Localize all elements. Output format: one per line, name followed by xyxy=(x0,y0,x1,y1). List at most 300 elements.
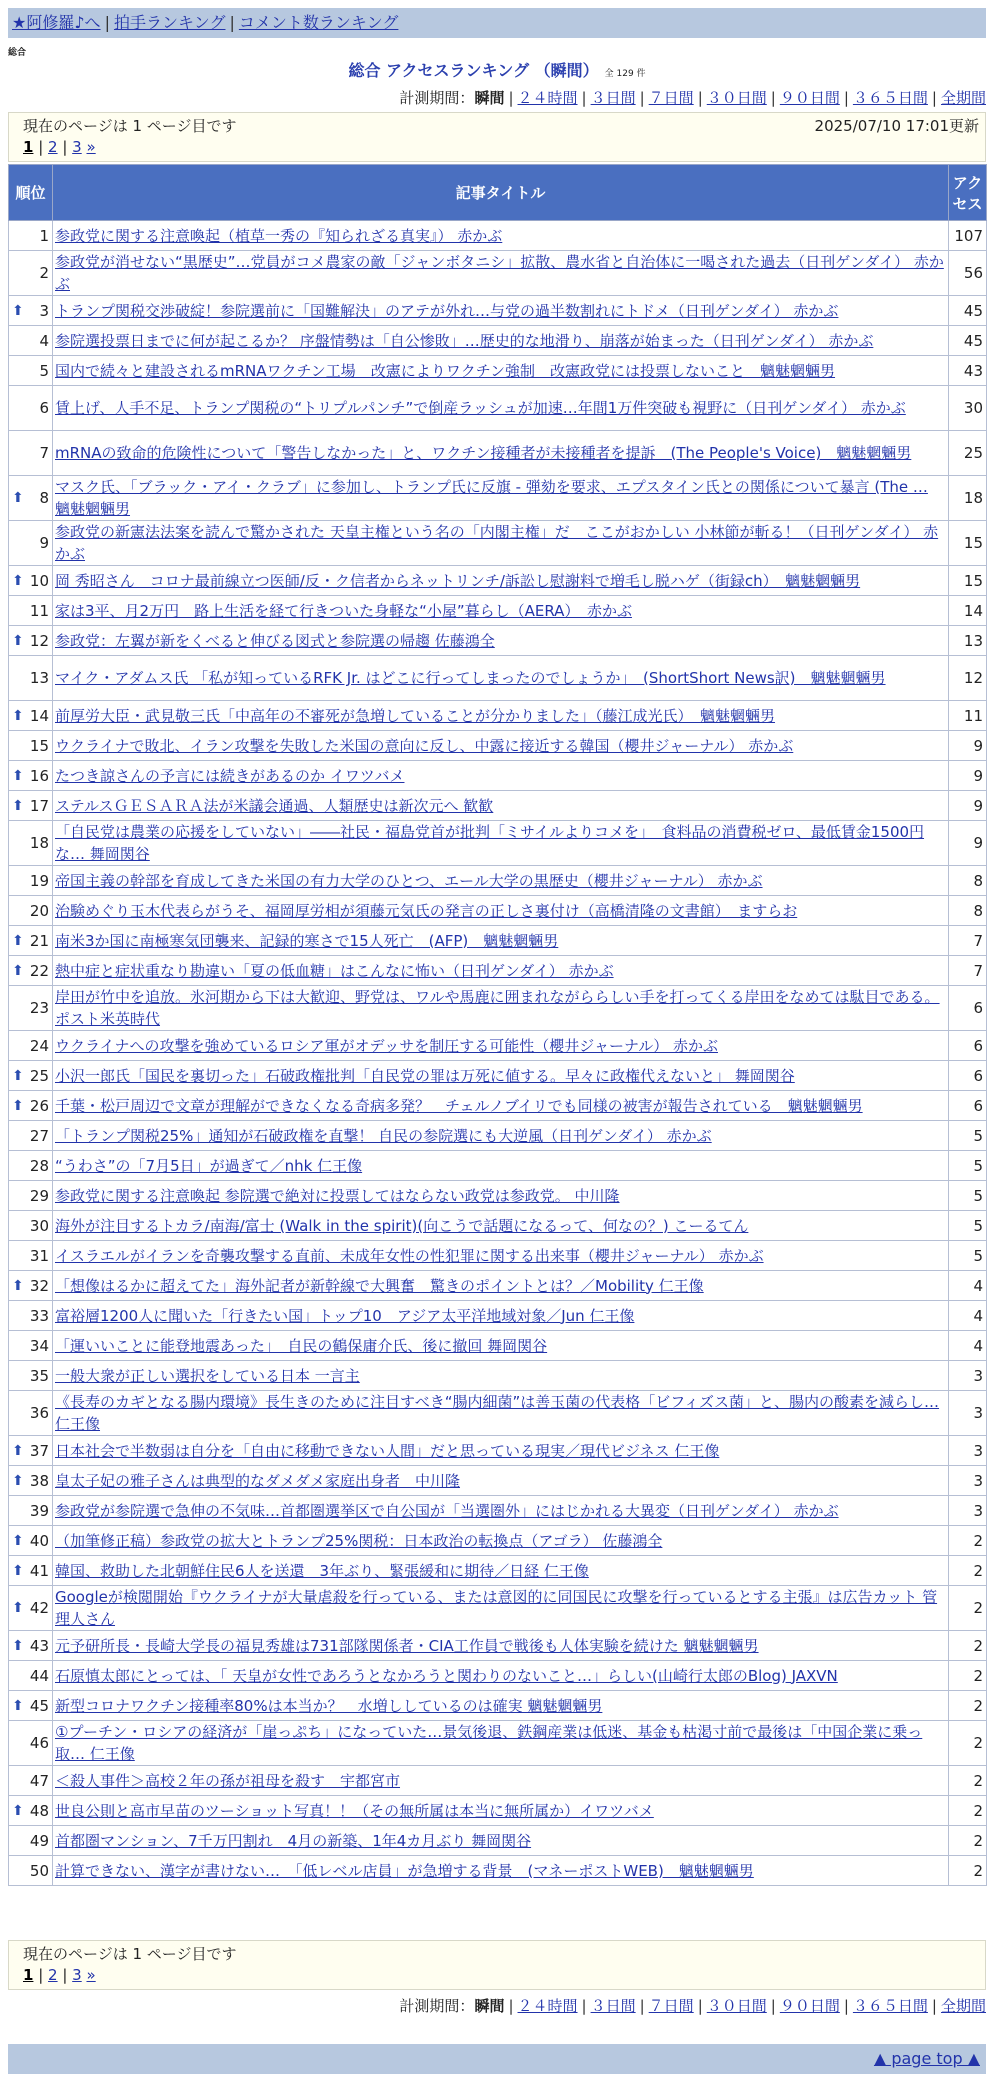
access-count: 107 xyxy=(949,221,987,251)
table-row xyxy=(9,521,987,566)
article-link[interactable]: 石原慎太郎にとっては、「 天皇が女性であろうとなかろうと関わりのないこと…」らしい(山崎行太郎のBlog) JAXVN xyxy=(55,1666,838,1685)
title-cell xyxy=(53,1496,949,1526)
rank-number: 36 xyxy=(29,1404,49,1422)
table-row xyxy=(9,1766,987,1796)
article-link[interactable]: （加筆修正稿）参政党の拡大とトランプ25%関税：日本政治の転換点（アゴラ） 佐藤鴻全 xyxy=(55,1531,663,1550)
page-current: 1 xyxy=(23,1966,34,1984)
title-cell xyxy=(53,1181,949,1211)
table-row xyxy=(9,866,987,896)
rank-cell xyxy=(9,566,53,596)
table-row xyxy=(9,566,987,596)
pagination-bottom xyxy=(23,1966,971,1984)
title-cell xyxy=(53,1391,949,1436)
table-row xyxy=(9,1211,987,1241)
access-count: 2 xyxy=(949,1796,987,1826)
table-row xyxy=(9,896,987,926)
article-link[interactable]: 治験めぐり玉木代表らがうそ、福岡厚労相が須藤元気氏の発言の正しさ裏付け（高橋清隆の文書館） ますらお xyxy=(55,901,798,920)
title-cell xyxy=(53,761,949,791)
access-count: 15 xyxy=(949,566,987,596)
table-row xyxy=(9,626,987,656)
rank-number: 33 xyxy=(29,1306,49,1325)
access-count: 5 xyxy=(949,1151,987,1181)
table-row xyxy=(9,1436,987,1466)
pagination-top xyxy=(23,138,971,156)
access-count: 4 xyxy=(949,1301,987,1331)
title-cell xyxy=(53,626,949,656)
page-next-link[interactable]: » xyxy=(86,138,96,156)
article-link[interactable]: ウクライナへの攻撃を強めているロシア軍がオデッサを制圧する可能性（櫻井ジャーナル） 赤かぶ xyxy=(55,1036,718,1055)
article-link[interactable]: Googleが検閲開始『ウクライナが大量虐殺を行っている、または意図的に同国民に攻撃を行っているとする主張』は広告カット 管理人さん xyxy=(55,1588,938,1628)
rank-cell xyxy=(9,1181,53,1211)
title-cell xyxy=(53,596,949,626)
period-option[interactable]: ３６５日間 xyxy=(852,89,928,107)
table-row xyxy=(9,296,987,326)
rank-cell xyxy=(9,1556,53,1586)
article-link[interactable]: 首都圏マンション、7千万円割れ 4月の新築、1年4カ月ぶり 舞岡関谷 xyxy=(55,1831,532,1850)
article-link[interactable]: たつき諒さんの予言には続きがあるのか イワツバメ xyxy=(55,766,405,785)
rank-cell xyxy=(9,1331,53,1361)
rank-cell xyxy=(9,1796,53,1826)
access-count: 9 xyxy=(949,731,987,761)
table-row xyxy=(9,1826,987,1856)
table-row xyxy=(9,1391,987,1436)
access-count: 3 xyxy=(949,1436,987,1466)
article-link[interactable]: ステルスＧＥＳＡＲＡ法が米議会通過、人類歴史は新次元へ 歓歓 xyxy=(55,796,494,815)
period-option[interactable]: ２４時間 xyxy=(517,89,578,107)
article-link[interactable]: ①プーチン・ロシアの経済が「崖っぷち」になっていた…景気後退、鉄鋼産業は低迷、基金も枯渇寸前で最後は「中国企業に乗っ取… 仁王像 xyxy=(55,1723,923,1763)
access-count: 6 xyxy=(949,986,987,1031)
rank-cell xyxy=(9,956,53,986)
access-count: 15 xyxy=(949,521,987,566)
rank-cell xyxy=(9,1691,53,1721)
article-link[interactable]: イスラエルがイランを奇襲攻撃する直前、未成年女性の性犯罪に関する出来事（櫻井ジャーナル） 赤かぶ xyxy=(55,1246,764,1265)
nav-link-comment-ranking[interactable]: コメント数ランキング xyxy=(238,13,399,32)
rank-number: 35 xyxy=(29,1366,49,1385)
rank-number: 50 xyxy=(29,1861,49,1880)
article-link[interactable]: 参政党が参院選で急伸の不気味…首都圏選挙区で自公国が「当選圏外」にはじかれる大異変（日刊ゲンダイ） 赤かぶ xyxy=(55,1501,839,1520)
period-option[interactable]: ３日間 xyxy=(590,89,636,107)
page-top-link[interactable]: ▲ page top ▲ xyxy=(873,2049,980,2068)
title-cell xyxy=(53,956,949,986)
rank-cell xyxy=(9,1661,53,1691)
access-count: 2 xyxy=(949,1826,987,1856)
period-option[interactable]: ３日間 xyxy=(590,1997,636,2015)
article-link[interactable]: 賃上げ、人手不足、トランプ関税の“トリプルパンチ”で倒産ラッシュが加速…年間1万件突破も視野に（日刊ゲンダイ） 赤かぶ xyxy=(55,399,906,417)
access-count: 2 xyxy=(949,1721,987,1766)
article-link[interactable]: トランプ関税交渉破綻！参院選前に「国難解決」のアテが外れ…与党の過半数割れにトドメ（日刊ゲンダイ） 赤かぶ xyxy=(55,301,839,320)
rank-up-arrow-icon: ⬆ xyxy=(12,1277,24,1294)
access-count: 3 xyxy=(949,1391,987,1436)
access-count: 4 xyxy=(949,1271,987,1301)
access-count: 9 xyxy=(949,791,987,821)
rank-number: 37 xyxy=(29,1441,49,1460)
table-row xyxy=(9,1241,987,1271)
rank-number: 16 xyxy=(29,766,49,785)
title-cell xyxy=(53,251,949,296)
table-row xyxy=(9,1496,987,1526)
page-link[interactable]: 3 xyxy=(72,1966,82,1984)
article-link[interactable]: mRNAの致命的危険性について「警告しなかった」と、ワクチン接種者が未接種者を提訴 (The People's Voice) 魑魅魍魎男 xyxy=(55,444,912,462)
rank-number: 3 xyxy=(39,301,49,320)
rank-cell xyxy=(9,1526,53,1556)
period-option[interactable]: 全期間 xyxy=(940,89,986,107)
article-link[interactable]: 家は3平、月2万円 路上生活を経て行きついた身軽な“小屋”暮らし（AERA） 赤かぶ xyxy=(55,601,632,620)
rank-cell xyxy=(9,1391,53,1436)
article-link[interactable]: 参政党の新憲法法案を読んで驚かされた 天皇主権という名の「内閣主権」だ ここがおかしい 小林節が斬る！（日刊ゲンダイ） 赤かぶ xyxy=(55,523,939,563)
rank-cell xyxy=(9,1271,53,1301)
period-separator: | xyxy=(770,89,776,107)
page-separator: | xyxy=(57,1966,73,1984)
header-rank: 順位 xyxy=(9,165,53,221)
period-option[interactable]: ２４時間 xyxy=(517,1997,578,2015)
rank-number: 23 xyxy=(29,999,49,1017)
rank-up-arrow-icon: ⬆ xyxy=(12,767,24,784)
access-count: 2 xyxy=(949,1586,987,1631)
rank-cell xyxy=(9,476,53,521)
access-count: 5 xyxy=(949,1211,987,1241)
access-count: 4 xyxy=(949,1331,987,1361)
table-row xyxy=(9,701,987,731)
page-separator: | xyxy=(33,1966,49,1984)
rank-number: 18 xyxy=(29,834,49,852)
page-info-bottom xyxy=(8,1940,986,1990)
article-link[interactable]: 富裕層1200人に聞いた「行きたい国」トップ10 アジア太平洋地域対象／Jun 仁王像 xyxy=(55,1306,635,1325)
rank-up-arrow-icon: ⬆ xyxy=(12,572,24,589)
rank-number: 17 xyxy=(29,796,49,815)
rank-number: 29 xyxy=(29,1186,49,1205)
table-row xyxy=(9,1271,987,1301)
table-row xyxy=(9,596,987,626)
page-separator: | xyxy=(57,138,73,156)
access-count: 6 xyxy=(949,1061,987,1091)
article-link[interactable]: 参政党に関する注意喚起 参院選で絶対に投票してはならない政党は参政党。 中川隆 xyxy=(55,1186,620,1205)
rank-number: 2 xyxy=(39,264,49,282)
title-cell xyxy=(53,386,949,431)
page-title xyxy=(0,58,994,81)
period-separator: | xyxy=(581,89,587,107)
title-cell xyxy=(53,896,949,926)
article-link[interactable]: 小沢一郎氏「国民を裏切った」石破政権批判「自民党の罪は万死に値する。早々に政権代えないと」 舞岡関谷 xyxy=(55,1066,795,1085)
rank-number: 39 xyxy=(29,1501,49,1520)
rank-cell xyxy=(9,821,53,866)
rank-cell xyxy=(9,596,53,626)
rank-cell xyxy=(9,1631,53,1661)
table-row xyxy=(9,1091,987,1121)
article-link[interactable]: 計算できない、漢字が書けない… 「低レベル店員」が急増する背景 (マネーポストWEB) 魑魅魍魎男 xyxy=(55,1861,754,1880)
period-separator: | xyxy=(843,1997,849,2015)
ranking-body xyxy=(9,221,987,1886)
nav-separator: | xyxy=(104,13,110,32)
total-count: 全 129 件 xyxy=(604,69,646,79)
rank-number: 20 xyxy=(29,901,49,920)
title-cell xyxy=(53,431,949,476)
article-link[interactable]: 《長寿のカギとなる腸内環境》長生きのために注目すべき“腸内細菌”は善玉菌の代表格「ビフィズス菌」と、腸内の酸素を減らし… 仁王像 xyxy=(55,1393,940,1433)
article-link[interactable]: 一般大衆が正しい選択をしている日本 一言主 xyxy=(55,1366,360,1385)
rank-number: 13 xyxy=(29,669,49,687)
article-link[interactable]: ＜殺人事件＞高校２年の孫が祖母を殺す 宇都宮市 xyxy=(55,1771,401,1790)
rank-number: 7 xyxy=(39,444,49,462)
title-cell xyxy=(53,926,949,956)
title-cell xyxy=(53,1031,949,1061)
access-count: 25 xyxy=(949,431,987,476)
rank-number: 19 xyxy=(29,871,49,890)
rank-number: 28 xyxy=(29,1156,49,1175)
article-link[interactable]: 海外が注目するトカラ/南海/富士 (Walk in the spirit)(向こうで話題になるって、何なの？) こーるてん xyxy=(55,1216,749,1235)
rank-cell xyxy=(9,1436,53,1466)
access-count: 2 xyxy=(949,1856,987,1886)
rank-number: 46 xyxy=(29,1734,49,1752)
page-next-link[interactable]: » xyxy=(86,1966,96,1984)
access-count: 13 xyxy=(949,626,987,656)
access-count: 18 xyxy=(949,476,987,521)
page-link[interactable]: 3 xyxy=(72,138,82,156)
title-cell xyxy=(53,1466,949,1496)
rank-number: 49 xyxy=(29,1831,49,1850)
article-link[interactable]: 国内で続々と建設されるmRNAワクチン工場 改憲によりワクチン強制 改憲政党には投票しないこと 魑魅魍魎男 xyxy=(55,361,836,380)
period-separator: | xyxy=(843,89,849,107)
nav-link-clap-ranking[interactable]: 拍手ランキング xyxy=(113,13,226,32)
access-count: 11 xyxy=(949,701,987,731)
article-link[interactable]: 「トランプ関税25%」通知が石破政権を直撃！ 自民の参院選にも大逆風（日刊ゲンダイ） 赤かぶ xyxy=(55,1126,712,1145)
access-count: 2 xyxy=(949,1631,987,1661)
rank-cell xyxy=(9,521,53,566)
rank-cell xyxy=(9,896,53,926)
rank-cell xyxy=(9,1031,53,1061)
access-count: 3 xyxy=(949,1466,987,1496)
period-separator: | xyxy=(639,89,645,107)
period-separator: | xyxy=(508,89,514,107)
rank-cell xyxy=(9,1766,53,1796)
table-row xyxy=(9,1121,987,1151)
rank-number: 12 xyxy=(29,631,49,650)
period-option[interactable]: ３０日間 xyxy=(706,1997,767,2015)
table-row xyxy=(9,926,987,956)
article-link[interactable]: 岡 秀昭さん コロナ最前線立つ医師/反・ク信者からネットリンチ/訴訟し慰謝料で増毛し脱ハゲ（街録ch） 魑魅魍魎男 xyxy=(55,571,861,590)
access-count: 30 xyxy=(949,386,987,431)
rank-number: 42 xyxy=(29,1599,49,1617)
title-cell xyxy=(53,1241,949,1271)
rank-up-arrow-icon: ⬆ xyxy=(12,1097,24,1114)
page-link[interactable]: 2 xyxy=(48,1966,58,1984)
rank-cell xyxy=(9,431,53,476)
article-link[interactable]: 「想像はるかに超えてた」海外記者が新幹線で大興奮 驚きのポイントとは？／Mobility 仁王像 xyxy=(55,1276,704,1295)
rank-number: 15 xyxy=(29,736,49,755)
top-nav-bar xyxy=(8,8,986,38)
rank-cell xyxy=(9,1151,53,1181)
access-count: 45 xyxy=(949,326,987,356)
rank-cell xyxy=(9,296,53,326)
rank-number: 6 xyxy=(39,399,49,417)
title-cell xyxy=(53,1721,949,1766)
rank-number: 48 xyxy=(29,1801,49,1820)
title-cell xyxy=(53,476,949,521)
table-row xyxy=(9,1691,987,1721)
rank-number: 8 xyxy=(39,489,49,507)
table-row xyxy=(9,731,987,761)
article-link[interactable]: 熱中症と症状重なり勘違い「夏の低血糖」はこんなに怖い（日刊ゲンダイ） 赤かぶ xyxy=(55,961,614,980)
article-link[interactable]: 岸田が竹中を追放。氷河期から下は大歓迎、野党は、ワルや馬鹿に囲まれながららしい手を打ってくる岸田をなめては駄目である。 ポスト米英時代 xyxy=(55,988,940,1028)
period-option[interactable]: ９０日間 xyxy=(779,1997,840,2015)
rank-number: 32 xyxy=(29,1276,49,1295)
table-row xyxy=(9,791,987,821)
rank-cell xyxy=(9,1721,53,1766)
period-option[interactable]: ７日間 xyxy=(648,1997,694,2015)
article-link[interactable]: 世良公則と高市早苗のツーショット写真！！（その無所属は本当に無所属か）イワツバメ xyxy=(55,1801,654,1820)
article-link[interactable]: 日本社会で半数弱は自分を「自由に移動できない人間」だと思っている現実／現代ビジネス 仁王像 xyxy=(55,1441,720,1460)
table-row xyxy=(9,1526,987,1556)
title-cell xyxy=(53,866,949,896)
period-option[interactable]: ３６５日間 xyxy=(852,1997,928,2015)
access-count: 6 xyxy=(949,1091,987,1121)
rank-cell xyxy=(9,221,53,251)
rank-up-arrow-icon: ⬆ xyxy=(12,490,24,506)
access-count: 5 xyxy=(949,1241,987,1271)
period-separator: | xyxy=(697,89,703,107)
nav-separator: | xyxy=(229,13,235,32)
period-option[interactable]: ７日間 xyxy=(648,89,694,107)
access-count: 2 xyxy=(949,1556,987,1586)
article-link[interactable]: 元予研所長・長崎大学長の福見秀雄は731部隊関係者・CIA工作員で戦後も人体実験を続けた 魑魅魍魎男 xyxy=(55,1636,759,1655)
updated-timestamp: 2025/07/10 17:01更新 xyxy=(814,117,979,135)
table-row xyxy=(9,1586,987,1631)
article-link[interactable]: 前厚労大臣・武見敬三氏「中高年の不審死が急増していることが分かりました」（藤江成光氏） 魑魅魍魎男 xyxy=(55,706,776,725)
table-row xyxy=(9,1181,987,1211)
title-cell xyxy=(53,1436,949,1466)
title-cell xyxy=(53,1271,949,1301)
table-row xyxy=(9,761,987,791)
rank-cell xyxy=(9,356,53,386)
nav-link-asyura[interactable]: ★阿修羅♪へ xyxy=(12,13,101,32)
article-link[interactable]: 新型コロナワクチン接種率80%は本当か？ 水増ししているのは確実 魑魅魍魎男 xyxy=(55,1696,603,1715)
article-link[interactable]: マイク・アダムス氏 「私が知っているRFK Jr. はどこに行ってしまったのでしょうか」 (ShortShort News訳) 魑魅魍魎男 xyxy=(55,669,886,687)
period-option[interactable]: ３０日間 xyxy=(706,89,767,107)
rank-number: 30 xyxy=(29,1216,49,1235)
table-row xyxy=(9,821,987,866)
rank-cell xyxy=(9,1091,53,1121)
period-selector-top xyxy=(399,87,986,108)
rank-up-arrow-icon: ⬆ xyxy=(12,632,24,649)
table-row xyxy=(9,956,987,986)
period-option: 瞬間 xyxy=(474,89,505,107)
rank-cell xyxy=(9,731,53,761)
period-option[interactable]: ９０日間 xyxy=(779,89,840,107)
rank-up-arrow-icon: ⬆ xyxy=(12,797,24,814)
table-row xyxy=(9,1721,987,1766)
rank-cell xyxy=(9,1586,53,1631)
page-link[interactable]: 2 xyxy=(48,138,58,156)
rank-cell xyxy=(9,1211,53,1241)
rank-number: 10 xyxy=(29,571,49,590)
rank-number: 31 xyxy=(29,1246,49,1265)
title-cell xyxy=(53,1661,949,1691)
access-count: 56 xyxy=(949,251,987,296)
page-info-top xyxy=(8,112,986,162)
period-label: 計測期間： xyxy=(399,89,475,107)
access-count: 3 xyxy=(949,1361,987,1391)
rank-cell xyxy=(9,1466,53,1496)
rank-cell xyxy=(9,1856,53,1886)
rank-number: 41 xyxy=(29,1561,49,1580)
article-link[interactable]: 参政党に関する注意喚起（植草一秀の『知られざる真実』） 赤かぶ xyxy=(55,226,503,245)
article-link[interactable]: 南米3か国に南極寒気団襲来、記録的寒さで15人死亡 (AFP) 魑魅魍魎男 xyxy=(55,931,559,950)
article-link[interactable]: “うわさ”の「7月5日」が過ぎて／nhk 仁王像 xyxy=(55,1156,363,1175)
period-label: 計測期間： xyxy=(399,1997,475,2015)
article-link[interactable]: 参政党が消せない“黒歴史”…党員がコメ農家の敵「ジャンボタニシ」拡散、農水省と自治体に一喝された過去（日刊ゲンダイ） 赤かぶ xyxy=(55,253,944,293)
article-link[interactable]: マスク氏、「ブラック・アイ・クラブ」に参加し、トランプ氏に反旗 - 弾劾を要求、エプスタイン氏との関係について暴言 (The … 魑魅魍魎男 xyxy=(55,478,928,518)
period-separator: | xyxy=(770,1997,776,2015)
table-row xyxy=(9,656,987,701)
article-link[interactable]: 参院選投票日までに何が起こるか？ 序盤情勢は「自公惨敗」…歴史的な地滑り、崩落が始まった（日刊ゲンダイ） 赤かぶ xyxy=(55,331,874,350)
period-option[interactable]: 全期間 xyxy=(940,1997,986,2015)
article-link[interactable]: 皇太子妃の雅子さんは典型的なダメダメ家庭出身者 中川隆 xyxy=(55,1471,461,1490)
rank-cell xyxy=(9,626,53,656)
table-row xyxy=(9,1631,987,1661)
rank-up-arrow-icon: ⬆ xyxy=(12,1472,24,1489)
article-link[interactable]: 参政党：左翼が新をくべると伸びる図式と参院選の帰趨 佐藤鴻全 xyxy=(55,631,495,650)
table-row xyxy=(9,431,987,476)
article-link[interactable]: 千葉・松戸周辺で文章が理解ができなくなる奇病多発？ チェルノブイリでも同様の被害が報告されている 魑魅魍魎男 xyxy=(55,1096,863,1115)
title-cell xyxy=(53,1631,949,1661)
rank-cell xyxy=(9,761,53,791)
table-row xyxy=(9,1031,987,1061)
rank-cell xyxy=(9,656,53,701)
title-cell xyxy=(53,1796,949,1826)
table-row xyxy=(9,1061,987,1091)
page-status: 現在のページは 1 ページ目です xyxy=(23,117,237,135)
rank-cell xyxy=(9,926,53,956)
rank-cell xyxy=(9,1061,53,1091)
table-row xyxy=(9,1796,987,1826)
article-link[interactable]: 「運いいことに能登地震あった」 自民の鶴保庸介氏、後に撤回 舞岡関谷 xyxy=(55,1336,548,1355)
table-row xyxy=(9,326,987,356)
article-link[interactable]: 韓国、救助した北朝鮮住民6人を送還 3年ぶり、緊張緩和に期待／日経 仁王像 xyxy=(55,1561,589,1580)
table-row xyxy=(9,1856,987,1886)
rank-number: 47 xyxy=(29,1771,49,1790)
title-cell xyxy=(53,1121,949,1151)
title-cell xyxy=(53,1091,949,1121)
page-separator: | xyxy=(33,138,49,156)
rank-cell xyxy=(9,386,53,431)
title-cell xyxy=(53,296,949,326)
table-row xyxy=(9,1301,987,1331)
rank-number: 45 xyxy=(29,1696,49,1715)
rank-number: 26 xyxy=(29,1096,49,1115)
category-tag: 総合 xyxy=(8,48,27,58)
table-row xyxy=(9,221,987,251)
period-separator: | xyxy=(697,1997,703,2015)
rank-cell xyxy=(9,251,53,296)
title-cell xyxy=(53,1301,949,1331)
access-count: 5 xyxy=(949,1181,987,1211)
footer-bar xyxy=(8,2044,986,2074)
access-count: 9 xyxy=(949,761,987,791)
title-cell xyxy=(53,731,949,761)
table-row xyxy=(9,1331,987,1361)
table-row xyxy=(9,1466,987,1496)
access-count: 8 xyxy=(949,896,987,926)
article-link[interactable]: 帝国主義の幹部を育成してきた米国の有力大学のひとつ、エール大学の黒歴史（櫻井ジャーナル） 赤かぶ xyxy=(55,871,763,890)
access-count: 5 xyxy=(949,1121,987,1151)
title-cell xyxy=(53,1061,949,1091)
rank-number: 1 xyxy=(39,226,49,245)
access-count: 2 xyxy=(949,1766,987,1796)
rank-up-arrow-icon: ⬆ xyxy=(12,1532,24,1549)
article-link[interactable]: ウクライナで敗北、イラン攻撃を失敗した米国の意向に反し、中露に接近する韓国（櫻井ジャーナル） 赤かぶ xyxy=(55,736,794,755)
rank-number: 4 xyxy=(39,331,49,350)
access-count: 8 xyxy=(949,866,987,896)
article-link[interactable]: 「自民党は農業の応援をしていない」――社民・福島党首が批判「ミサイルよりコメを」 食料品の消費税ゼロ、最低賃金1500円な… 舞岡関谷 xyxy=(55,823,925,863)
period-separator: | xyxy=(931,89,937,107)
